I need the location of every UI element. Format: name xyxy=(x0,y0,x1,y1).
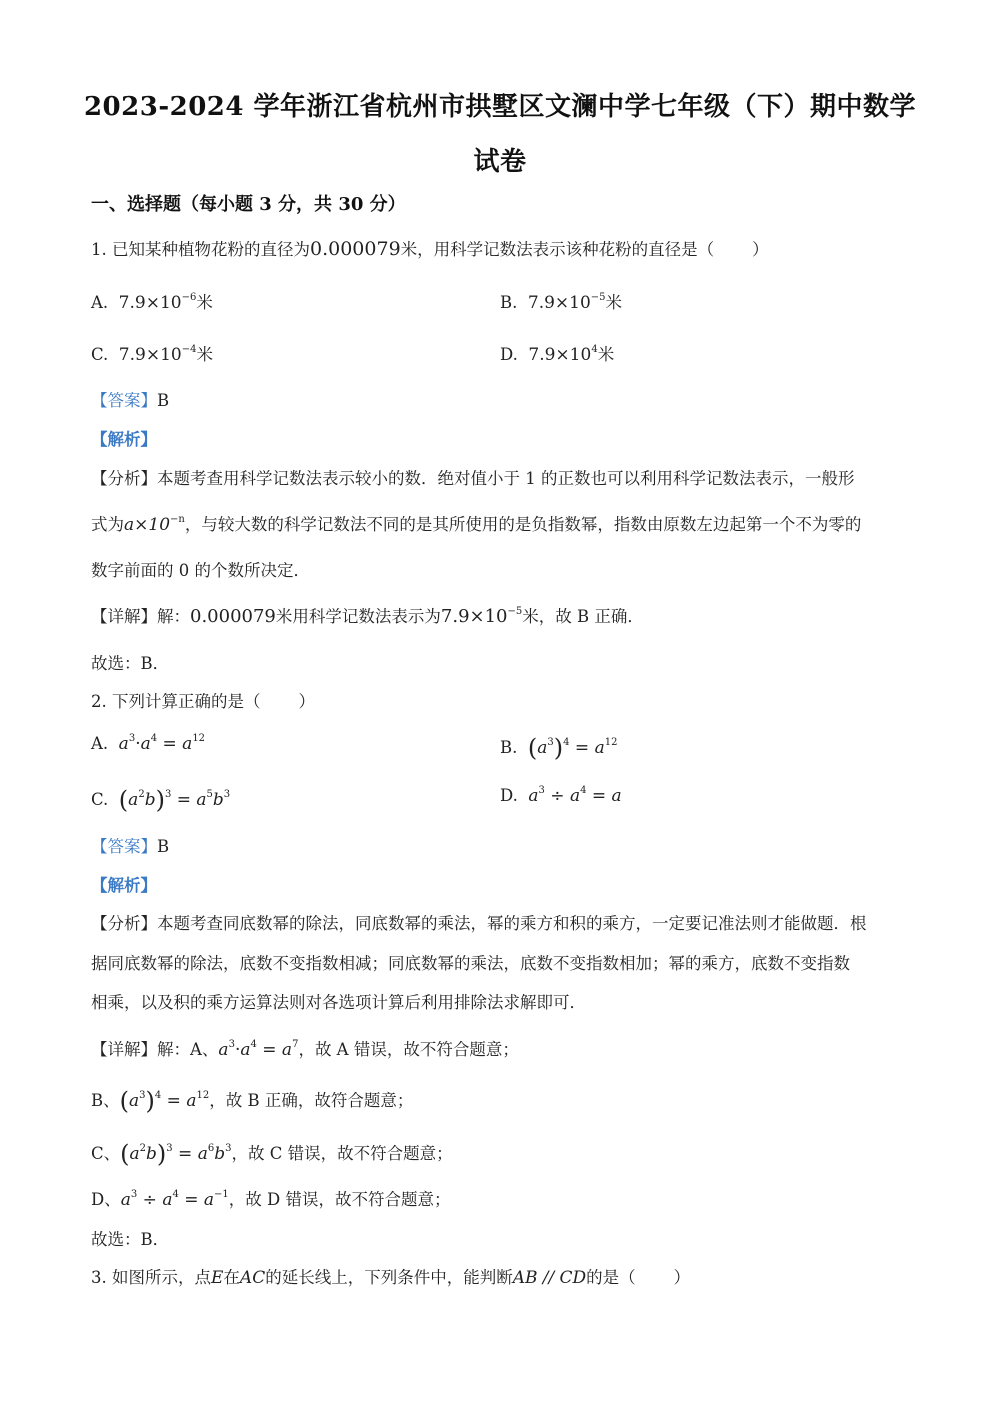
q1-stem-text-b: 米，用科学记数法表示该种花粉的直径是（ xyxy=(400,240,715,259)
option-math: $(a^2b)^3 = a^5b^3$ xyxy=(118,786,231,814)
q3-stem-text: 3. 如图所示，点 xyxy=(91,1268,211,1287)
xiangjie-math: $a^3\cdot a^4 = a^7$ xyxy=(218,1039,299,1060)
q2-xiangjie-b xyxy=(91,1087,413,1115)
answer-tag: 【答案】 xyxy=(91,391,157,410)
q2-xiangjie-d xyxy=(91,1186,451,1210)
q2-conclusion: 故选：B． xyxy=(91,1230,170,1249)
xiangjie-text: 解： xyxy=(157,607,190,626)
analysis-tag: 【解析】 xyxy=(91,876,157,895)
xiangjie-number: 0.000079 xyxy=(190,606,276,627)
fenxi-text: 式为 xyxy=(91,515,124,534)
xiangjie-text: ，故 D 错误，故不符合题意； xyxy=(228,1190,451,1209)
option-math: $a^3 \div a^4 = a$ xyxy=(528,785,622,806)
q1-xiangjie xyxy=(91,603,644,627)
xiangjie-text: D、 xyxy=(91,1190,121,1209)
xiangjie-tag: 【详解】 xyxy=(91,607,157,626)
option-label: A. xyxy=(91,734,109,753)
fenxi-tag: 【分析】 xyxy=(91,914,157,933)
q2-option-b xyxy=(500,734,617,762)
option-math: 7.9×10 xyxy=(527,293,591,313)
document-title-line1: 2023-2024 学年浙江省杭州市拱墅区文澜中学七年级（下）期中数学 xyxy=(83,92,917,122)
option-label: A. xyxy=(91,293,109,312)
option-exponent: −6 xyxy=(181,292,197,303)
q2-stem-text: 2. 下列计算正确的是（ xyxy=(91,692,261,711)
option-unit: 米 xyxy=(597,345,615,364)
q3-parallel-symbol: // xyxy=(542,1268,555,1288)
xiangjie-math: $(a^2b)^3 = a^6b^3$ xyxy=(120,1140,232,1168)
q1-stem-number: 0.000079 xyxy=(310,238,401,260)
fenxi-text: 本题考查同底数幂的除法，同底数幂的乘法，幂的乘方和积的乘方，一定要记准法则才能做题．根 xyxy=(157,914,867,933)
q3-segment-ab: AB xyxy=(512,1268,538,1288)
q2-option-d xyxy=(500,786,622,806)
q3-stem-text: 的延长线上，下列条件中，能判断 xyxy=(265,1268,513,1287)
q1-stem xyxy=(91,236,769,260)
option-unit: 米 xyxy=(605,293,623,312)
option-exponent: −5 xyxy=(590,292,606,303)
option-exponent: 4 xyxy=(591,344,598,355)
q2-fenxi-line1 xyxy=(91,910,867,934)
xiangjie-text: ，故 C 错误，故不符合题意； xyxy=(231,1144,453,1163)
q1-stem-text-a: 1. 已知某种植物花粉的直径为 xyxy=(91,240,310,259)
answer-value: B xyxy=(157,391,170,410)
fenxi-tag: 【分析】 xyxy=(91,469,157,488)
xiangjie-text: 米，故 B 正确． xyxy=(522,607,644,626)
answer-value: B xyxy=(157,837,170,856)
analysis-tag: 【解析】 xyxy=(91,430,157,449)
answer-tag: 【答案】 xyxy=(91,837,157,856)
xiangjie-text: B、 xyxy=(91,1091,120,1110)
xiangjie-text: ，故 A 错误，故不符合题意； xyxy=(298,1040,519,1059)
fenxi-text: ，与较大数的科学记数法不同的是其所使用的是负指数幂，指数由原数左边起第一个不为零的 xyxy=(184,515,862,534)
xiangjie-math: 7.9×10 xyxy=(440,606,508,627)
q3-stem-text: 的是（ xyxy=(586,1268,636,1287)
q1-fenxi-line3: 数字前面的 0 的个数所决定． xyxy=(91,561,310,580)
option-label: B. xyxy=(500,738,518,757)
q2-option-c xyxy=(91,786,230,814)
q1-fenxi-line1 xyxy=(91,465,855,489)
q1-option-c xyxy=(91,341,213,365)
q1-conclusion: 故选：B． xyxy=(91,654,170,673)
option-label: D. xyxy=(500,786,518,805)
q1-answer xyxy=(91,387,169,411)
q2-option-a xyxy=(91,734,205,754)
q1-analysis-tag xyxy=(91,426,157,450)
q2-xiangjie-a xyxy=(91,1036,519,1060)
q1-option-b xyxy=(500,289,622,313)
section-heading-choice: 一、选择题（每小题 3 分，共 30 分） xyxy=(91,194,406,215)
q3-point-e: E xyxy=(211,1268,224,1288)
option-math: 7.9×10 xyxy=(528,345,592,365)
document-title-line2: 试卷 xyxy=(473,147,527,177)
option-label: C. xyxy=(91,790,109,809)
option-math: 7.9×10 xyxy=(118,345,182,365)
option-label: C. xyxy=(91,345,109,364)
q1-option-d xyxy=(500,341,614,365)
q2-xiangjie-c xyxy=(91,1140,453,1168)
option-math: 7.9×10 xyxy=(118,293,182,313)
option-unit: 米 xyxy=(196,293,213,312)
xiangjie-text: 米用科学记数法表示为 xyxy=(275,607,441,626)
option-math: $(a^3)^4 = a^{12}$ xyxy=(527,734,618,762)
q2-analysis-tag xyxy=(91,872,157,896)
fenxi-text: 本题考查用科学记数法表示较小的数．绝对值小于 1 的正数也可以利用科学记数法表示，一般形 xyxy=(157,469,855,488)
q1-fenxi-line2 xyxy=(91,511,861,535)
option-label: B. xyxy=(500,293,518,312)
fenxi-math: a×10 xyxy=(124,515,171,535)
option-label: D. xyxy=(500,345,518,364)
xiangjie-text: ，故 B 正确，故符合题意； xyxy=(209,1091,414,1110)
q3-segment-ac: AC xyxy=(239,1268,266,1288)
q1-stem-text-c: ） xyxy=(752,240,769,259)
q3-stem xyxy=(91,1264,690,1288)
q1-option-a xyxy=(91,289,213,313)
xiangjie-tag: 【详解】 xyxy=(91,1040,157,1059)
xiangjie-text: 解：A、 xyxy=(157,1040,219,1059)
xiangjie-math: $(a^3)^4 = a^{12}$ xyxy=(119,1087,210,1115)
xiangjie-math: $a^3 \div a^4 = a^{-1}$ xyxy=(120,1189,229,1210)
fenxi-exponent: −n xyxy=(170,514,185,525)
q3-segment-cd: CD xyxy=(559,1268,587,1288)
q2-fenxi-line3: 相乘，以及积的乘方运算法则对各选项计算后利用排除法求解即可． xyxy=(91,993,586,1012)
q3-stem-close: ） xyxy=(673,1268,691,1287)
q3-stem-text: 在 xyxy=(223,1268,240,1287)
q2-fenxi-line2: 据同底数幂的除法，底数不变指数相减；同底数幂的乘法，底数不变指数相加；幂的乘方，底数不变指数 xyxy=(91,954,850,973)
q2-stem-close: ） xyxy=(298,692,315,711)
option-exponent: −4 xyxy=(181,344,197,355)
option-unit: 米 xyxy=(196,345,213,364)
option-math: $a^3\cdot a^4 = a^{12}$ xyxy=(118,733,206,754)
q2-stem xyxy=(91,688,315,712)
xiangjie-exponent: −5 xyxy=(507,606,523,617)
xiangjie-text: C、 xyxy=(91,1144,121,1163)
q2-answer xyxy=(91,833,169,857)
